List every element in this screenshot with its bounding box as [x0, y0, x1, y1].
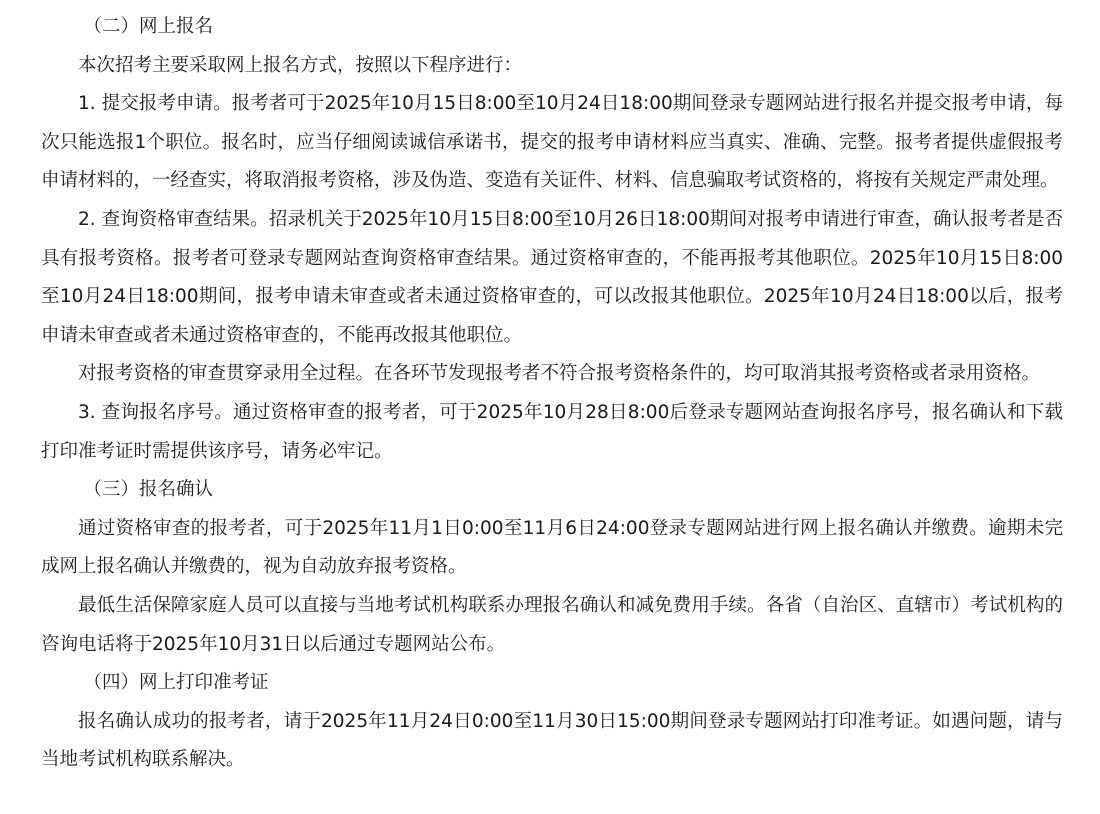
- section-heading-registration-confirmation: （三）报名确认: [83, 479, 214, 501]
- paragraph-step-1-submit-application: 1. 提交报考申请。报考者可于2025年10月15日8:00至10月24日18:00期间登录专题网站进行报名并提交报考申请，每次只能选报1个职位。报名时，应当仔细阅读诚信承诺书，提交的报考申请材料应当真实、准确、完整。报考者提供虚假报考申请材料的，一经查实，将取消报考资格，涉及伪造、变造有关证件、材料、信息骗取考试资格的，将按有关规定严肃处理。: [41, 93, 1063, 192]
- document-body: [41, 8, 1063, 780]
- section-heading-online-registration: （二）网上报名: [83, 16, 214, 37]
- paragraph-step-2-check-review-result: 2. 查询资格审查结果。招录机关于2025年10月15日8:00至10月26日18:00期间对报考申请进行审查，确认报考者是否具有报考资格。报考者可登录专题网站查询资格审查结果。通过资格审查的，不能再报考其他职位。2025年10月15日8:00至10月24日18:00期间，报考申请未审查或者未通过资格审查的，可以改报其他职位。2025年10月24日18:00以后，报考申请未审查或者未通过资格审查的，不能再改报其他职位。: [41, 208, 1063, 346]
- paragraph-step-3-registration-number: 3. 查询报名序号。通过资格审查的报考者，可于2025年10月28日8:00后登录专题网站查询报名序号，报名确认和下载打印准考证时需提供该序号，请务必牢记。: [41, 401, 1063, 462]
- paragraph-review-throughout-process: 对报考资格的审查贯穿录用全过程。在各环节发现报考者不符合报考资格条件的，均可取消其报考资格或者录用资格。: [78, 363, 1041, 385]
- section-heading-print-admission-ticket: （四）网上打印准考证: [83, 672, 269, 694]
- paragraph-registration-intro: 本次招考主要采取网上报名方式，按照以下程序进行：: [78, 54, 523, 76]
- paragraph-confirmation-and-payment: 通过资格审查的报考者，可于2025年11月1日0:00至11月6日24:00登录专题网站进行网上报名确认并缴费。逾期未完成网上报名确认并缴费的，视为自动放弃报考资格。: [41, 517, 1063, 578]
- paragraph-print-admission-ticket: 报名确认成功的报考者，请于2025年11月24日0:00至11月30日15:00期间登录专题网站打印准考证。如遇问题，请与当地考试机构联系解决。: [41, 710, 1063, 771]
- paragraph-fee-waiver: 最低生活保障家庭人员可以直接与当地考试机构联系办理报名确认和减免费用手续。各省（自治区、直辖市）考试机构的咨询电话将于2025年10月31日以后通过专题网站公布。: [41, 594, 1063, 655]
